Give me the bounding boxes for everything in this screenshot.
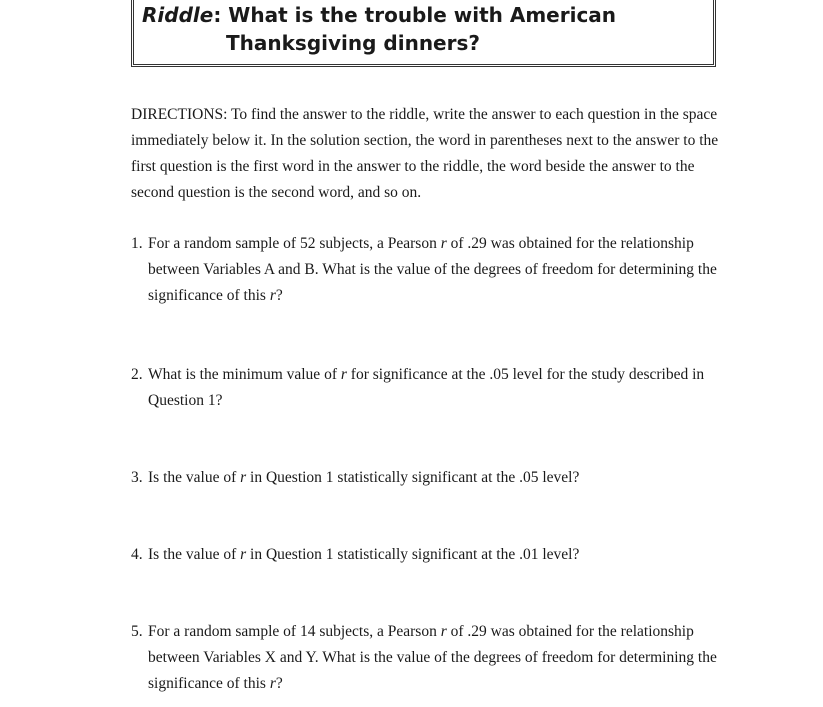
directions-paragraph: DIRECTIONS: To find the answer to the riddle, write the answer to each question in the space immediately below it. In the solution section, the word in parentheses next to the answer to the first question is the first word in the answer to the riddle, the word beside the answer to the second question is the second word, and so on. — [131, 106, 719, 201]
question-number: 1. — [131, 235, 143, 252]
question-text-part: For a random sample of 14 subjects, a Pearson — [148, 623, 437, 640]
r-variable: r — [269, 675, 276, 692]
question-number: 4. — [131, 546, 143, 563]
question-text-part: ? — [275, 675, 283, 692]
r-variable: r — [340, 366, 347, 383]
question-2 — [131, 362, 721, 414]
riddle-question-line1: What is the trouble with American — [228, 3, 617, 27]
r-variable: r — [440, 235, 447, 252]
riddle-label: Riddle — [142, 3, 214, 27]
question-text-part: What is the minimum value of — [148, 366, 337, 383]
question-number: 3. — [131, 469, 143, 486]
riddle-title-line1 — [142, 3, 616, 27]
question-number: 2. — [131, 366, 143, 383]
riddle-question-line2: Thanksgiving dinners? — [226, 31, 480, 55]
question-text-part: of .29 was obtained for the relationship between Variables A and B. What is the value of the degrees of freedom for determining the significance of this — [148, 235, 717, 304]
question-number: 5. — [131, 623, 143, 640]
r-variable: r — [240, 546, 247, 563]
question-text-part: in Question 1 statistically significant at the .05 level? — [250, 469, 580, 486]
question-3 — [131, 465, 721, 491]
question-text — [148, 231, 721, 309]
question-text — [148, 619, 721, 697]
question-text-part: For a random sample of 52 subjects, a Pearson — [148, 235, 437, 252]
r-variable: r — [269, 287, 276, 304]
riddle-box — [131, 0, 716, 67]
question-text — [148, 362, 721, 414]
question-4 — [131, 542, 721, 568]
question-5 — [131, 619, 721, 697]
question-text-part: of .29 was obtained for the relationship between Variables X and Y. What is the value of the degrees of freedom for determining the significance of this — [148, 623, 717, 692]
question-text-part: Is the value of — [148, 546, 237, 563]
question-text-part: for significance at the .05 level for the study described in Question 1? — [148, 366, 705, 409]
question-text-part: ? — [275, 287, 283, 304]
question-text-part: Is the value of — [148, 469, 237, 486]
question-text — [148, 465, 721, 491]
riddle-colon: : — [213, 3, 222, 27]
question-1 — [131, 231, 721, 309]
question-text — [148, 542, 721, 568]
r-variable: r — [440, 623, 447, 640]
r-variable: r — [240, 469, 247, 486]
question-text-part: in Question 1 statistically significant at the .01 level? — [250, 546, 580, 563]
